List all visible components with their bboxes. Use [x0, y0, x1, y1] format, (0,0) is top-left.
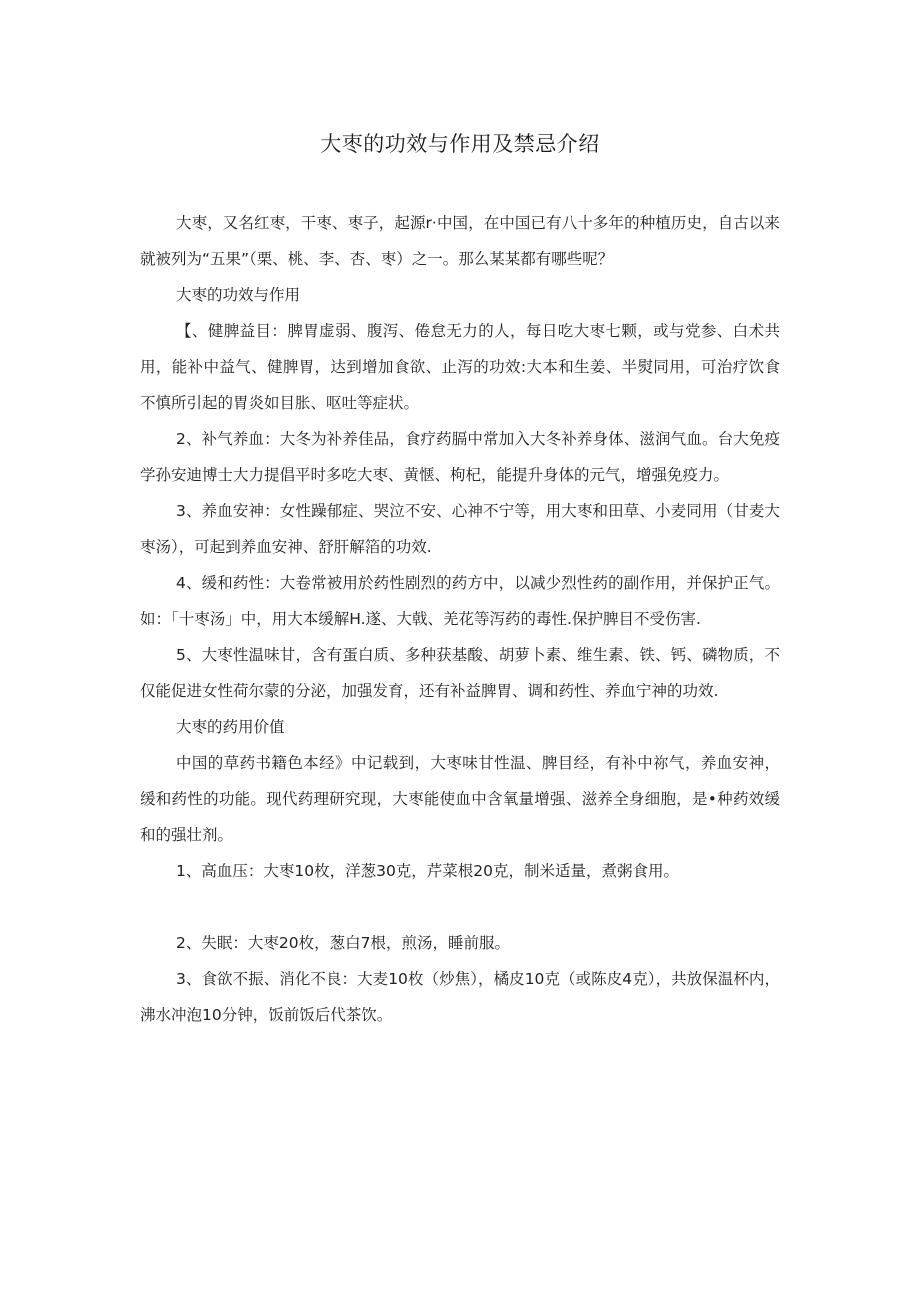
- effect-item: 3、养血安神：女性躁郁症、哭泣不安、心神不宁等，用大枣和田草、小麦同用（甘麦大枣汤），可起到养血安神、舒肝解箔的功效.: [140, 502, 780, 556]
- blank-line: [140, 889, 780, 925]
- intro-paragraph: 大枣，又名红枣，干枣、枣子，起源r·中国，在中国已有八十多年的种植历史，自古以来就被列为“五果”（栗、桃、李、杏、枣）之一。那么某某都有哪些呢？: [140, 214, 780, 268]
- effect-item: 4、缓和药性：大卷常被用於药性剧烈的药方中，以减少烈性药的副作用，并保护正气。如：「十枣汤」中，用大本缓解H.遂、大戟、羌花等泻药的毒性.保护脾目不受伤害.: [140, 574, 780, 628]
- section-heading-medicinal: 大枣的药用价值: [176, 718, 285, 736]
- remedy-item: 3、食欲不振、消化不良：大麦10枚（炒焦），橘皮10克（或陈皮4克），共放保温杯内，沸水冲泡10分钟，饭前饭后代茶饮。: [140, 970, 780, 1024]
- effect-item: 【、健脾益目：脾胃虚弱、腹泻、倦怠无力的人，每日吃大枣七颗，或与党参、白术共用，能补中益气、健脾胃，达到增加食欲、止泻的功效:大本和生姜、半熨同用，可治疗饮食不慎所引起的胃炎如目胀、呕吐等症状。: [140, 322, 780, 412]
- effect-item: 2、补气养血：大冬为补养佳品，食疗药膈中常加入大冬补养身体、滋润气血。台大免疫学孙安迪博士大力提倡平时多吃大枣、黄惬、枸杞，能提升身体的元气，增强免疫力。: [140, 430, 780, 484]
- section-heading-effects: 大枣的功效与作用: [176, 286, 301, 304]
- document-body: [140, 205, 780, 1033]
- medicinal-intro-paragraph: 中国的草药书籍色本经》中记载到，大枣味甘性温、脾目经，有补中祢气，养血安神，缓和药性的功能。现代药理研究现，大枣能使血中含氧量增强、滋养全身细胞，是•种药效缓和的强壮剂。: [140, 754, 780, 844]
- remedy-item: 1、高血压：大枣10枚，洋葱30克，芹菜根20克，制米适量，煮粥食用。: [176, 862, 680, 880]
- effect-item: 5、大枣性温味甘，含有蛋白质、多种获基酸、胡萝卜素、维生素、铁、钙、磷物质，不仅能促进女性荷尔蒙的分泌，加强发育，还有补益脾胃、调和药性、养血宁神的功效.: [140, 646, 780, 700]
- remedy-item: 2、失眠：大枣20枚，葱白7根，煎汤，睡前服。: [176, 934, 510, 952]
- document-title: 大枣的功效与作用及禁忌介绍: [320, 132, 600, 156]
